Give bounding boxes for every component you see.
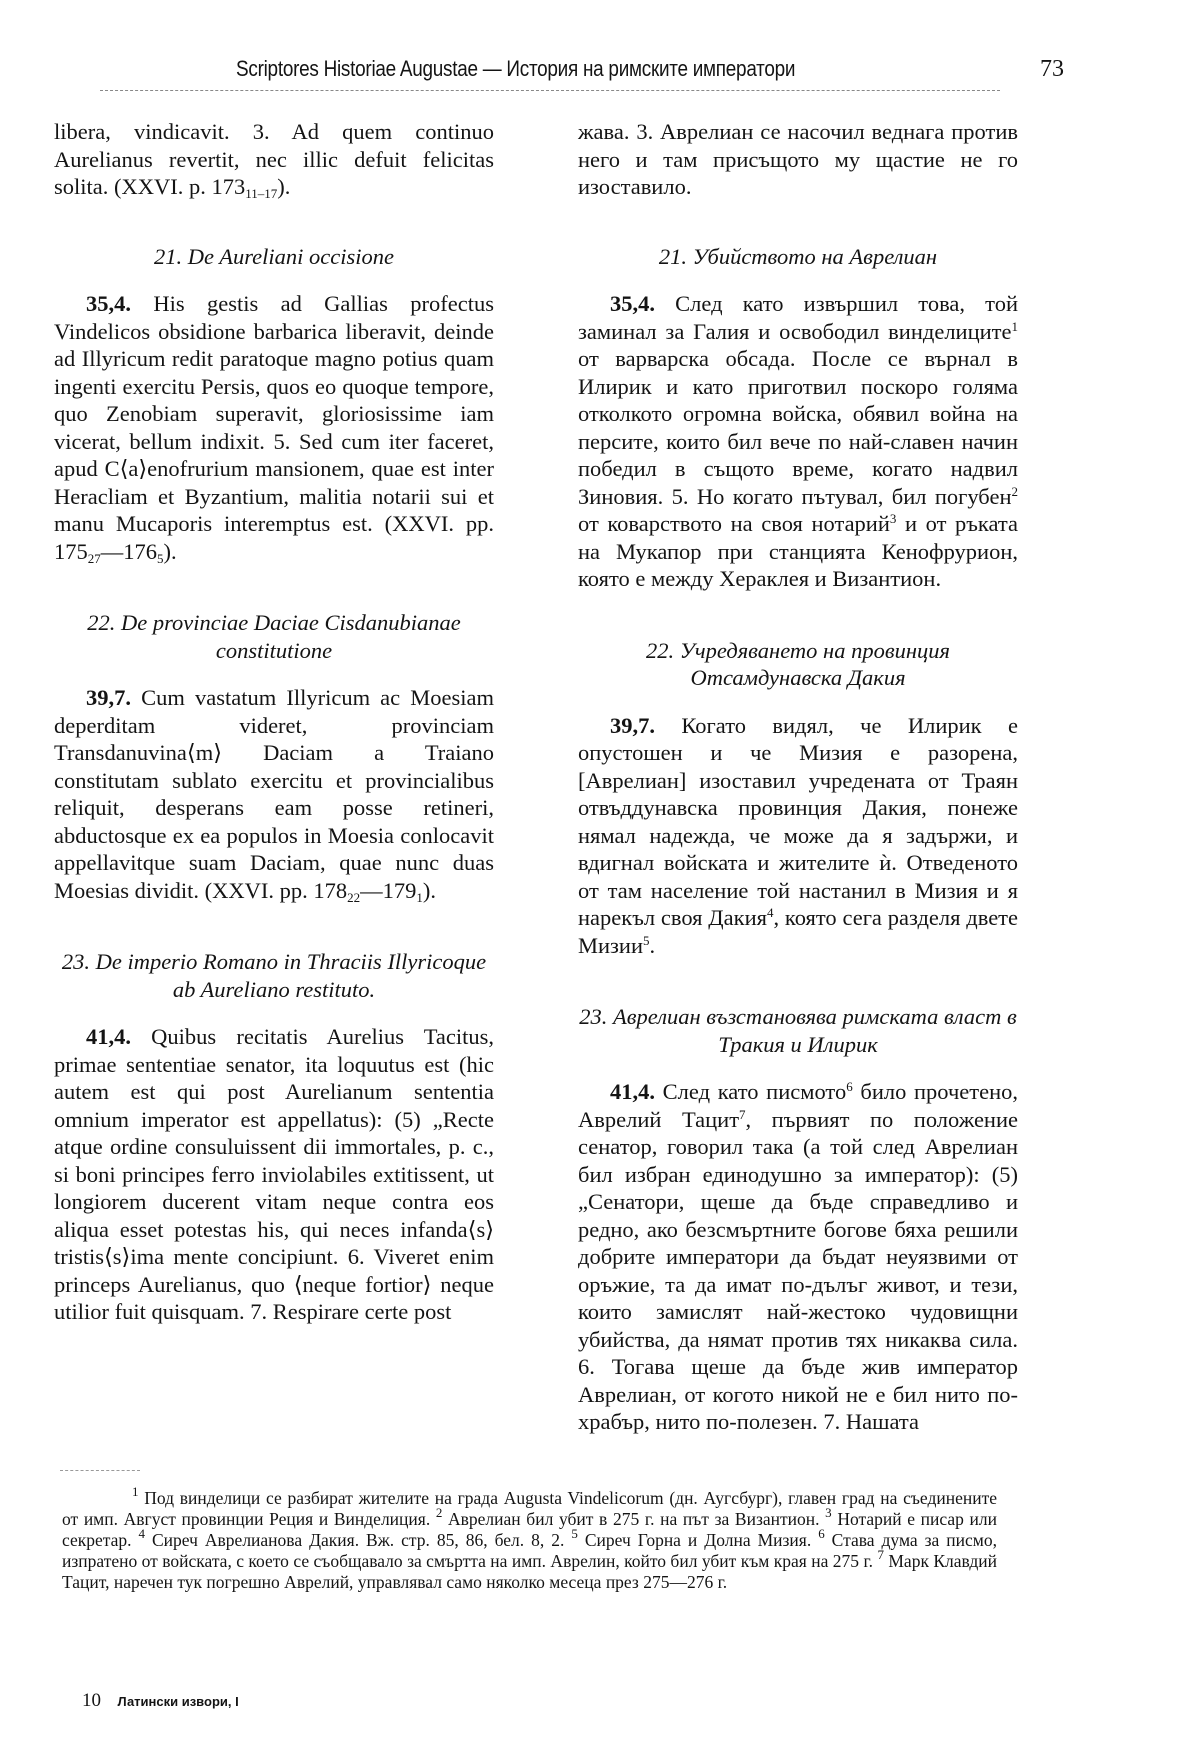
paragraph-text: Cum vastatum Illyricum ac Moesiam deperditam videret, provinciam Transdanuvina⟨m⟩ Daciam a Traiano constitutam sublato exercitu et provincialibus reliquit, desperans eam posse retineri, abductosque ex ea populos in Moesia conlocavit appellavitque suam Daciam, quae nunc duas Moesias dividit. (XXVI. pp. 178	[54, 685, 495, 903]
section-number: 41,4.	[86, 1024, 131, 1049]
footnote-ref-7[interactable]: 7	[739, 1106, 746, 1122]
footnote-mark-7: 7	[877, 1547, 884, 1562]
latin-intro-paragraph	[54, 118, 494, 201]
signature-number: 10	[82, 1690, 101, 1711]
latin-paragraph-39-7	[54, 684, 494, 904]
latin-heading-23: 23. De imperio Romano in Thraciis Illyricoque ab Aureliano restituto.	[61, 949, 487, 1002]
bulgarian-intro-paragraph: жава. 3. Аврелиан се насочил веднага против него и там присъщото му щастие не го изоставило.	[578, 119, 1018, 199]
citation-tail: ).	[422, 877, 436, 903]
footnote-ref-4[interactable]: 4	[766, 905, 774, 920]
citation-range: —176	[100, 538, 157, 564]
header-rule	[100, 90, 1000, 91]
paragraph-text: и от ръката на Мукапор при станцията Кенофрурион, която е между Хераклея и Византион.	[578, 511, 1018, 591]
footnote-block	[62, 1484, 998, 1593]
footnote-text-7: Марк Клавдий Тацит, наречен тук погрешно Аврелий, управлявал само няколко месеца през 275—276 г.	[62, 1551, 998, 1592]
footnote-mark-5: 5	[571, 1526, 578, 1541]
footnote-ref-5[interactable]: 5	[643, 932, 650, 948]
bulgarian-heading-23: 23. Аврелиан възстановява римската власт в Тракия и Илирик	[579, 1004, 1017, 1057]
latin-heading-21: 21. De Aureliani occisione	[154, 243, 394, 269]
bulgarian-heading-21: 21. Убийството на Аврелиан	[658, 243, 938, 269]
footnote-mark-6: 6	[818, 1526, 825, 1541]
section-number: 41,4.	[610, 1079, 655, 1104]
latin-intro-text: libera, vindicavit. 3. Ad quem continuo Aurelianus revertit, nec illic defuit felicitas solita. (XXVI. p. 173	[54, 119, 494, 199]
section-number: 39,7.	[86, 685, 131, 710]
footnote-text-3: Нотарий е писар или секретар.	[62, 1509, 998, 1550]
citation-subscript: 5	[157, 550, 164, 566]
section-number: 35,4.	[86, 291, 131, 316]
section-number: 35,4.	[610, 291, 655, 316]
citation-subscript: 27	[87, 550, 101, 566]
footnote-mark-4: 4	[138, 1526, 146, 1541]
bulgarian-paragraph-35-4	[578, 290, 1018, 593]
paragraph-text: било прочетено, Аврелий Тацит	[578, 1079, 1019, 1132]
footnote-text-4: Сиреч Аврелианова Дакия. Вж. стр. 85, 86, бел. 8, 2.	[145, 1530, 572, 1550]
bulgarian-heading-22: 22. Учредяването на провинция Отсамдунавска Дакия	[646, 637, 950, 690]
footnote-ref-2[interactable]: 2	[1011, 483, 1018, 499]
signature-text: Латински извори, I	[117, 1694, 239, 1709]
paragraph-text: След като извършил това, той заминал за Галия и освободил винделиците	[578, 291, 1018, 344]
footnote-text-6: Става дума за писмо, изпратено от войската, с което се съобщавало за смъртта на имп. Аврелин, който бил убит към края на 275 г.	[62, 1530, 997, 1571]
footnote-text-1: Под винделици се разбират жителите на града Augusta Vindelicorum (дн. Аугсбург), главен град на съединените от имп. Август провинции Реция и Винделиция.	[62, 1488, 997, 1529]
footnote-mark-3: 3	[825, 1505, 832, 1520]
footnote-ref-1[interactable]: 1	[1011, 318, 1018, 334]
section-number: 39,7.	[610, 712, 655, 738]
footnote-rule	[60, 1470, 140, 1471]
running-head	[0, 56, 1200, 86]
running-title: Scriptores Historiae Augustae — История на римските императори	[236, 56, 796, 81]
footnote-ref-3[interactable]: 3	[889, 511, 897, 526]
footnote-mark-1: 1	[132, 1484, 139, 1499]
bulgarian-column	[578, 118, 1018, 1436]
citation-subscript: 22	[347, 889, 361, 905]
paragraph-text: , първият по положение сенатор, говорил така (а той след Аврелиан бил избран единодушно за император): (5) „Сенатори, щеше да бъде справедливо и редно, ако безсмъртните богове бяха решили добрите императори да бъдат неуязвими от оръжие, та да имат по-дълъг живот, и тези, които замислят най-жестоко чудовищни убийства, да нямат против тях никаква сила. 6. Тогава щеше да бъде жив император Аврелиан, от когото никой не е бил нито по-храбър, нито по-полезен. 7. Нашата	[578, 1106, 1018, 1434]
footnote-text-5: Сиреч Горна и Долна Мизия.	[577, 1530, 819, 1550]
bulgarian-paragraph-39-7	[578, 712, 1018, 960]
footnote-text-2: Аврелиан бил убит в 275 г. на път за Византион.	[442, 1509, 826, 1529]
paragraph-text: .	[649, 932, 656, 958]
paragraph-text: След като писмото	[662, 1079, 847, 1104]
paragraph-text: от коварството на своя нотарий	[578, 511, 890, 536]
latin-heading-22: 22. De provinciae Daciae Cisdanubianae constitutione	[87, 610, 461, 663]
paragraph-text: Quibus recitatis Aurelius Tacitus, primae sententiae senator, ita loquutus est (hic autem est qui post Aurelianum sententia omnium imperator est appellatus): (5) „Recte atque ordine consuluissent dii immortales, p. c., si boni principes ferro inviolabiles extitissent, ut longiorem ducerent vitam neque contra eos aliqua esset potestas his, qui neces infanda⟨s⟩ tristis⟨s⟩ima mente concipiunt. 6. Viveret enim princeps Aurelianus, quo ⟨neque fortior⟩ neque utilior fuit quisquam. 7. Respirare certe post	[54, 1024, 495, 1324]
footnotes	[62, 1484, 998, 1593]
paragraph-text: Когато видял, че Илирик е опустошен и че Мизия е разорена, [Аврелиан] изоставил учредената от Траян отвъддунавска провинция Дакия, понеже нямал надежда, че може да я задържи, и вдигнал войската и жителите ѝ. Отведеното от там население той настанил в Мизия и я нарекъл своя Дакия	[578, 712, 1018, 930]
paragraph-text: His gestis ad Gallias profectus Vindelicos obsidione barbarica liberavit, deinde ad Illyricum redit paratoque magno potius quam ingenti exercitu Persis, quos eo quoque tempore, quo Zenobiam superavit, gloriosissime iam vicerat, bellum indixit. 5. Sed cum iter faceret, apud C⟨a⟩enofrurium mansionem, quae est inter Heracliam et Byzantium, malitia notarii sui et manu Mucaporis interemptus est. (XXVI. pp. 175	[54, 291, 494, 564]
latin-paragraph-41-4	[54, 1023, 494, 1326]
citation-tail: ).	[163, 538, 177, 564]
paragraph-text: , която сега разделя двете Мизии	[578, 905, 1019, 958]
printer-signature	[82, 1690, 239, 1712]
page-number: 73	[1040, 56, 1064, 82]
latin-column	[54, 118, 494, 1326]
footnote-mark-2: 2	[435, 1505, 443, 1520]
citation-subscript: 11–17	[245, 186, 278, 201]
citation-range: —179	[360, 877, 417, 903]
bulgarian-paragraph-41-4	[578, 1078, 1018, 1436]
paragraph-text: от варварска обсада. После се върнал в Илирик и като приготвил поскоро голяма отколкото огромна войска, обявил война на персите, които бил вече по най-славен начин победил в същото време, когато надвил Зиновия. 5. Но когато пътувал, бил погубен	[578, 346, 1018, 509]
latin-paragraph-35-4	[54, 290, 494, 565]
citation-tail: ).	[277, 174, 291, 199]
citation-subscript: 1	[416, 889, 423, 905]
footnote-ref-6[interactable]: 6	[846, 1079, 853, 1094]
